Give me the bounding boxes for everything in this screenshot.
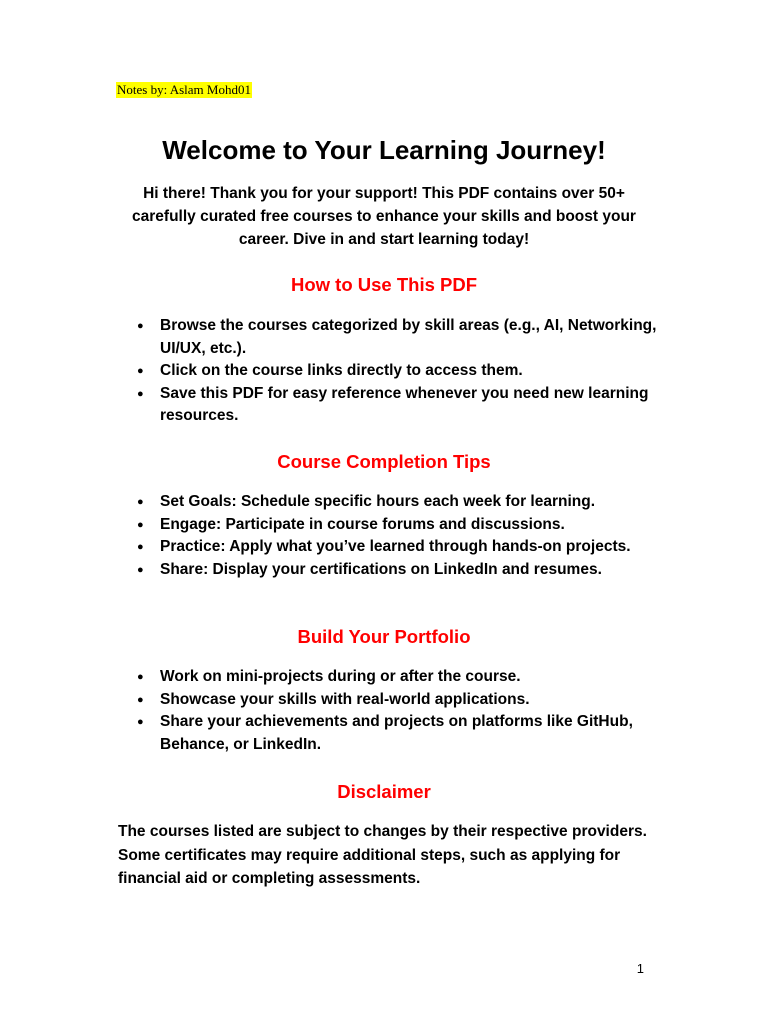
list-item: ● Save this PDF for easy reference whenever you need new learning resources. [137, 383, 657, 428]
page-number: 1 [636, 961, 644, 976]
page-title: Welcome to Your Learning Journey! [162, 135, 606, 165]
how-to-use-heading: How to Use This PDF [290, 274, 478, 295]
list-item: ● Click on the course links directly to access them. [137, 360, 657, 383]
list-item: ● Practice: Apply what you’ve learned through hands-on projects. [137, 536, 657, 559]
completion-tips-heading: Course Completion Tips [277, 451, 491, 472]
list-item: ● Browse the courses categorized by skill areas (e.g., AI, Networking, UI/UX, etc.). [137, 315, 657, 360]
disclaimer-paragraph: The courses listed are subject to changes by their respective providers. Some certificates may require additional steps, such as applying for financial aid or completing assessments. [118, 823, 647, 887]
list-item: ● Work on mini-projects during or after the course. [137, 666, 657, 689]
how-to-use-list [137, 315, 657, 428]
portfolio-list [137, 666, 657, 756]
intro-paragraph: Hi there! Thank you for your support! This PDF contains over 50+ carefully curated free courses to enhance your skills and boost your career. Dive in and start learning today! [132, 185, 636, 248]
disclaimer-heading: Disclaimer [337, 781, 431, 802]
notes-attribution: Notes by: Aslam Mohd01 [117, 82, 251, 97]
completion-tips-list [137, 491, 657, 581]
portfolio-heading: Build Your Portfolio [297, 626, 471, 647]
list-item: ● Engage: Participate in course forums and discussions. [137, 514, 657, 537]
list-item: ● Share: Display your certifications on LinkedIn and resumes. [137, 559, 657, 582]
list-item: ● Share your achievements and projects on platforms like GitHub, Behance, or LinkedIn. [137, 711, 657, 756]
list-item: ● Set Goals: Schedule specific hours each week for learning. [137, 491, 657, 514]
list-item: ● Showcase your skills with real-world applications. [137, 689, 657, 712]
